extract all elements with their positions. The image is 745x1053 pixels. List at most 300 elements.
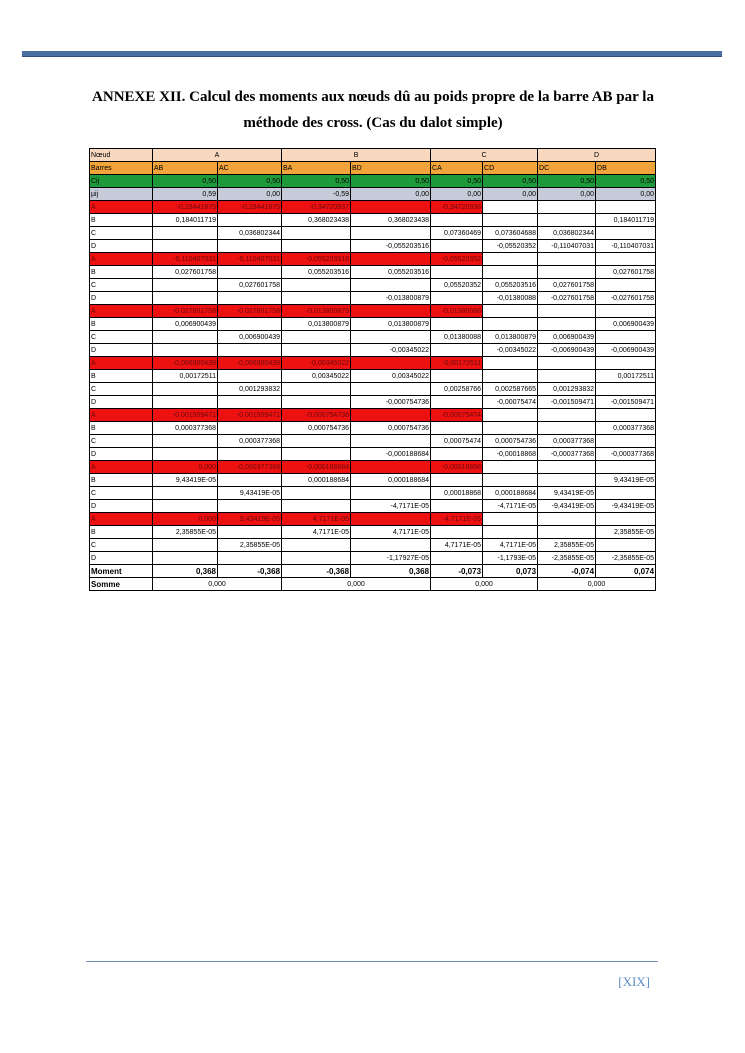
table-cell [153,344,218,357]
table-cell [483,201,538,214]
table-cell: 0,000 [153,513,218,526]
table-cell [596,461,656,474]
table-cell: -0,001509471 [596,396,656,409]
table-row [90,344,656,357]
table-cell [596,201,656,214]
table-cell: 9,43419E-05 [153,474,218,487]
table-cell: 0,036802344 [538,227,596,240]
table-cell [483,370,538,383]
table-cell: -0,29441875 [153,201,218,214]
table-row [90,539,656,552]
table-cell: 0,001293832 [538,383,596,396]
table-cell [282,279,351,292]
table-cell: 9,43419E-05 [218,487,282,500]
table-cell: 0,00345022 [351,370,431,383]
table-cell [483,266,538,279]
table-cell: 0,006900439 [218,331,282,344]
table-cell [596,305,656,318]
table-cell [218,344,282,357]
mu-cell: 0,00 [483,188,538,201]
table-cell [431,344,483,357]
table-cell: -0,000754736 [351,396,431,409]
moment-row [90,565,656,578]
table-cell [282,487,351,500]
row-label: A [90,461,153,474]
table-row [90,513,656,526]
table-cell [596,331,656,344]
table-cell [431,396,483,409]
table-cell: -0,000188684 [351,448,431,461]
mu-label: µij [90,188,153,201]
table-row [90,461,656,474]
table-row [90,357,656,370]
table-cell: -0,013800879 [282,305,351,318]
table-cell: 0,00075474 [431,435,483,448]
table-cell [282,240,351,253]
table-cell: -0,34720937 [282,201,351,214]
cij-cell: 0,50 [153,175,218,188]
cij-label: Cij [90,175,153,188]
table-row [90,370,656,383]
table-cell: 0,000754736 [483,435,538,448]
cij-row [90,175,656,188]
mu-cell: 0,00 [596,188,656,201]
moment-cell: 0,073 [483,565,538,578]
table-row [90,396,656,409]
table-cell [431,474,483,487]
moment-cell: 0,368 [153,565,218,578]
table-cell: -0,34720938 [431,201,483,214]
table-cell: -0,055203516 [351,240,431,253]
table-cell [538,357,596,370]
table-cell: 0,000188684 [282,474,351,487]
barre-ca: CA [431,162,483,175]
cij-cell: 0,50 [431,175,483,188]
table-cell [351,461,431,474]
row-label: C [90,227,153,240]
node-header-row [90,149,656,162]
table-cell: 0,001293832 [218,383,282,396]
table-cell [431,318,483,331]
row-label: C [90,383,153,396]
table-cell: -4,7171E-05 [431,513,483,526]
row-label: B [90,318,153,331]
table-cell [282,448,351,461]
table-cell [218,448,282,461]
barre-bd: BD [351,162,431,175]
table-cell: 0,027601758 [218,279,282,292]
table-cell [483,526,538,539]
somme-cell: 0,000 [282,578,431,591]
table-cell: 2,35855E-05 [218,539,282,552]
table-cell: 0,00018868 [431,487,483,500]
table-cell: 0,013800879 [282,318,351,331]
table-cell [538,253,596,266]
table-cell: 0,006900439 [153,318,218,331]
table-cell: -0,00172511 [431,357,483,370]
table-cell: -0,110407031 [538,240,596,253]
cij-cell: 0,50 [351,175,431,188]
table-cell [431,370,483,383]
table-cell [483,357,538,370]
table-row [90,435,656,448]
table-cell: 0,01380088 [431,331,483,344]
table-cell: 9,43419E-05 [596,474,656,487]
row-label: A [90,305,153,318]
table-cell: 2,35855E-05 [596,526,656,539]
table-row [90,318,656,331]
table-row [90,448,656,461]
somme-label: Somme [90,578,153,591]
table-cell [282,344,351,357]
moment-cell: -0,074 [538,565,596,578]
table-row [90,279,656,292]
table-cell [538,370,596,383]
table-cell: -0,29441875 [218,201,282,214]
table-cell: -0,00345022 [483,344,538,357]
table-cell [351,201,431,214]
table-cell [483,318,538,331]
table-cell [596,253,656,266]
table-cell [282,435,351,448]
table-cell: -0,027601758 [153,305,218,318]
node-header-c: C [431,149,538,162]
table-cell: 0,036802344 [218,227,282,240]
table-row [90,201,656,214]
table-cell [431,266,483,279]
table-cell: 0,055203516 [351,266,431,279]
row-label: D [90,396,153,409]
table-cell: -0,00018868 [431,461,483,474]
mu-cell: 0,00 [218,188,282,201]
table-cell [218,266,282,279]
table-cell [431,500,483,513]
row-label: A [90,201,153,214]
table-row [90,292,656,305]
mu-cell: -0,59 [282,188,351,201]
table-cell [218,214,282,227]
table-cell [153,487,218,500]
table-cell [351,487,431,500]
table-cell [538,474,596,487]
table-cell [218,396,282,409]
table-cell [431,292,483,305]
table-cell: 0,002587665 [483,383,538,396]
table-cell [218,526,282,539]
table-row [90,227,656,240]
table-cell [431,214,483,227]
table-row [90,474,656,487]
table-cell: -0,01380088 [483,292,538,305]
table-cell: -0,006900439 [218,357,282,370]
table-cell [351,253,431,266]
table-cell: -0,110407031 [596,240,656,253]
table-cell [351,409,431,422]
table-cell [218,318,282,331]
table-cell: 0,368023438 [351,214,431,227]
table-cell: -0,027601758 [218,305,282,318]
table-cell: 0,00258766 [431,383,483,396]
table-cell: 4,7171E-05 [351,526,431,539]
table-cell: 0,000377368 [596,422,656,435]
table-cell: -0,000377368 [218,461,282,474]
node-header-b: B [282,149,431,162]
row-label: D [90,344,153,357]
table-cell [282,500,351,513]
table-cell: 0,073604688 [483,227,538,240]
row-label: A [90,253,153,266]
table-cell: 4,7171E-05 [483,539,538,552]
table-cell: 0,000 [153,461,218,474]
node-header-label: Nœud [90,149,153,162]
table-cell [282,331,351,344]
table-cell [282,539,351,552]
table-cell: -0,027601758 [596,292,656,305]
mu-cell: 0,00 [538,188,596,201]
table-cell [538,409,596,422]
row-label: D [90,292,153,305]
table-cell [351,331,431,344]
table-cell [218,552,282,565]
table-cell: 4,7171E-05 [282,513,351,526]
table-cell: 0,368023438 [282,214,351,227]
table-cell: 0,013800879 [483,331,538,344]
table-cell: -0,013800879 [351,292,431,305]
moment-cell: -0,368 [282,565,351,578]
row-label: A [90,513,153,526]
somme-cell: 0,000 [153,578,282,591]
table-cell [351,383,431,396]
table-cell [538,201,596,214]
bottom-rule [86,961,658,962]
table-cell: -0,000377368 [596,448,656,461]
table-cell: 0,027601758 [538,279,596,292]
row-label: D [90,552,153,565]
node-header-a: A [153,149,282,162]
table-cell [483,422,538,435]
table-cell [153,500,218,513]
table-cell: 0,000377368 [153,422,218,435]
cross-method-table [89,148,656,591]
table-cell [483,461,538,474]
table-cell: 0,027601758 [596,266,656,279]
table-cell: 0,184011719 [596,214,656,227]
table-cell [351,435,431,448]
table-cell: -0,000377368 [538,448,596,461]
moment-cell: 0,074 [596,565,656,578]
barre-ba: BA [282,162,351,175]
table-cell [351,539,431,552]
row-label: B [90,214,153,227]
table-row [90,266,656,279]
table-cell: -2,35855E-05 [596,552,656,565]
table-cell: 0,184011719 [153,214,218,227]
row-label: C [90,279,153,292]
row-label: B [90,526,153,539]
table-row [90,526,656,539]
table-cell [596,513,656,526]
row-label: B [90,370,153,383]
row-label: D [90,500,153,513]
cij-cell: 0,50 [596,175,656,188]
table-cell [483,474,538,487]
table-cell: 0,027601758 [153,266,218,279]
table-cell: -0,001509471 [153,409,218,422]
barre-dc: DC [538,162,596,175]
table-cell [483,513,538,526]
table-cell [538,214,596,227]
table-cell [596,435,656,448]
table-cell [153,539,218,552]
cij-cell: 0,50 [483,175,538,188]
barre-db: DB [596,162,656,175]
barre-ac: AC [218,162,282,175]
table-cell [538,526,596,539]
table-cell: -0,027601758 [538,292,596,305]
table-cell: 2,35855E-05 [153,526,218,539]
row-label: C [90,539,153,552]
table-cell: -0,00075474 [431,409,483,422]
table-cell [431,422,483,435]
somme-row [90,578,656,591]
page-number: [XIX] [618,974,650,989]
table-cell [596,227,656,240]
table-cell: 0,000188684 [351,474,431,487]
table-cell [282,227,351,240]
table-cell [431,552,483,565]
table-cell: 0,000377368 [538,435,596,448]
table-cell [282,396,351,409]
table-cell: 0,05520352 [431,279,483,292]
table-cell: -4,7171E-05 [483,500,538,513]
table-cell [218,292,282,305]
table-cell [596,539,656,552]
table-cell [431,448,483,461]
row-label: A [90,409,153,422]
barre-cd: CD [483,162,538,175]
table-cell: -0,001509471 [538,396,596,409]
table-cell [351,227,431,240]
row-label: B [90,422,153,435]
table-cell [483,409,538,422]
table-cell [218,474,282,487]
table-row [90,409,656,422]
table-cell: -0,00018868 [483,448,538,461]
table-cell: 0,000377368 [218,435,282,448]
row-label: B [90,474,153,487]
table-cell: -0,110407031 [153,253,218,266]
table-cell: 0,000754736 [282,422,351,435]
table-cell: -0,006900439 [596,344,656,357]
table-cell: 0,055203516 [282,266,351,279]
barres-label: Barres [90,162,153,175]
mu-cell: 0,59 [153,188,218,201]
row-label: B [90,266,153,279]
table-cell: 0,006900439 [538,331,596,344]
table-cell [596,409,656,422]
barres-row [90,162,656,175]
row-label: C [90,487,153,500]
table-cell [153,448,218,461]
table-row [90,331,656,344]
table-cell [218,500,282,513]
table-cell: 0,055203516 [483,279,538,292]
table-cell [483,305,538,318]
table-cell: 0,00172511 [596,370,656,383]
table-cell: -1,17927E-05 [351,552,431,565]
table-cell: 9,43419E-05 [538,487,596,500]
table-cell: -4,7171E-05 [351,500,431,513]
table-cell: -0,00075474 [483,396,538,409]
table-cell [596,357,656,370]
table-cell [153,383,218,396]
table-cell: 0,00172511 [153,370,218,383]
table-cell: -0,001509471 [218,409,282,422]
table-cell: 4,7171E-05 [282,526,351,539]
row-label: D [90,448,153,461]
mu-cell: 0,00 [351,188,431,201]
table-cell: -0,00345022 [282,357,351,370]
table-cell [153,292,218,305]
table-cell: 0,006900439 [596,318,656,331]
row-label: A [90,357,153,370]
table-row [90,305,656,318]
table-cell: -0,110407031 [218,253,282,266]
table-cell: -0,006900439 [538,344,596,357]
table-cell [538,318,596,331]
table-cell [351,513,431,526]
table-cell [538,513,596,526]
table-cell [153,227,218,240]
table-cell [282,552,351,565]
node-header-d: D [538,149,656,162]
table-cell [282,292,351,305]
moment-cell: -0,073 [431,565,483,578]
table-cell [538,305,596,318]
row-label: C [90,435,153,448]
row-label: C [90,331,153,344]
table-cell [483,214,538,227]
table-cell [282,383,351,396]
table-cell: 0,00345022 [282,370,351,383]
table-cell [153,331,218,344]
table-cell: -9,43419E-05 [596,500,656,513]
cij-cell: 0,50 [282,175,351,188]
table-cell [596,383,656,396]
somme-cell: 0,000 [431,578,538,591]
table-cell: -0,01380088 [431,305,483,318]
table-cell: 0,000754736 [351,422,431,435]
table-cell [153,279,218,292]
row-label: D [90,240,153,253]
table-cell [538,266,596,279]
table-cell: -0,05520352 [431,253,483,266]
table-row [90,383,656,396]
table-row [90,422,656,435]
table-cell: -0,006900439 [153,357,218,370]
table-cell [596,487,656,500]
top-rule [22,51,722,57]
table-cell: 9,43419E-05 [218,513,282,526]
table-cell: 0,013800879 [351,318,431,331]
barre-ab: AB [153,162,218,175]
table-cell: 0,000188684 [483,487,538,500]
moment-cell: -0,368 [218,565,282,578]
table-row [90,214,656,227]
table-row [90,500,656,513]
table-cell [153,396,218,409]
table-cell: -0,00345022 [351,344,431,357]
